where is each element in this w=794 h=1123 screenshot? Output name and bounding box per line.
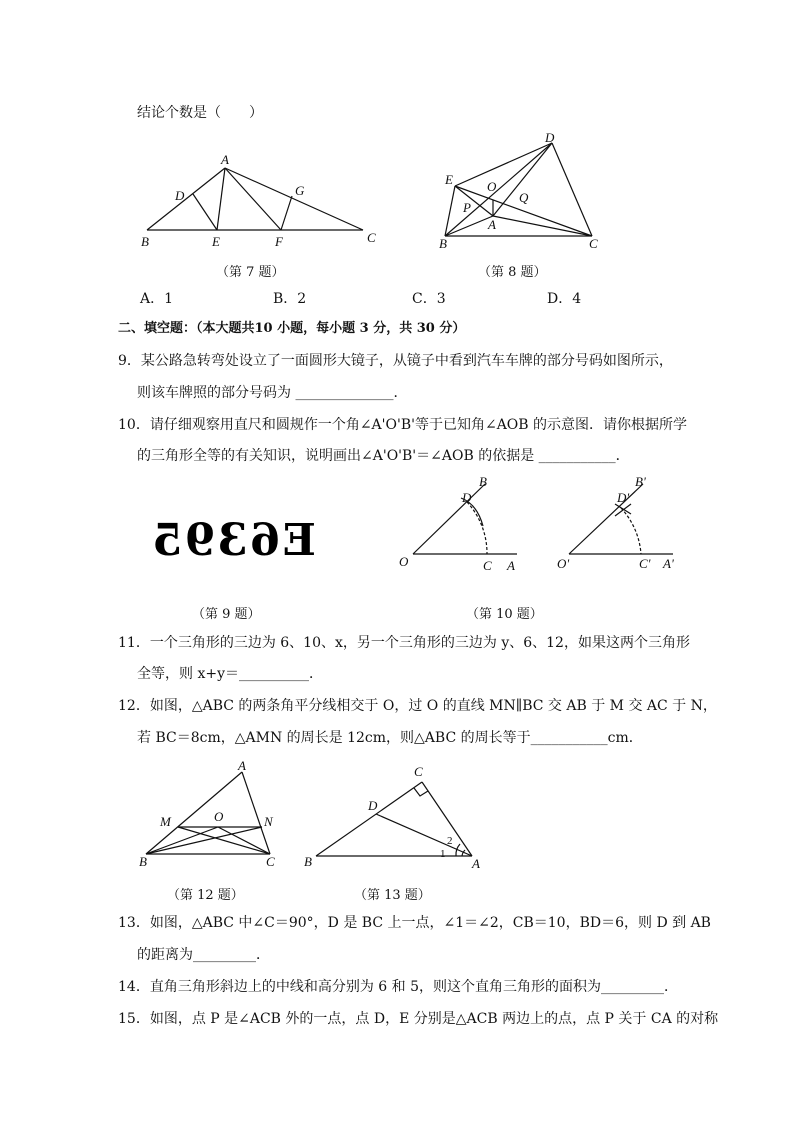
fig8-label-p: P: [463, 200, 471, 215]
figure-10-right: [555, 474, 685, 574]
fig12-label-n: N: [264, 814, 273, 829]
fig8-label-a: A: [488, 217, 496, 232]
q13-line-2: 的距离为_________．: [137, 947, 270, 963]
fig10a-label-o: O: [399, 554, 409, 569]
fig13-label-1: 1: [440, 848, 446, 860]
fig10b-label-o: O': [557, 556, 570, 571]
figure-13: [300, 760, 490, 872]
fig12-label-c: C: [266, 854, 275, 869]
q14-line: 14．直角三角形斜边上的中线和高分别为 6 和 5，则这个直角三角形的面积为_________．: [118, 979, 678, 995]
fig8-label-c: C: [589, 236, 598, 250]
fig7-label-g: G: [295, 183, 305, 198]
q11-line-1: 11．一个三角形的三边为 6、10、x，另一个三角形的三边为 y、6、12，如果这两个三角形: [118, 635, 690, 651]
q11-line-2: 全等，则 x+y＝__________．: [137, 666, 323, 682]
fig7-label-c: C: [367, 230, 376, 245]
figure-10-left: [395, 474, 530, 574]
figure-8: [435, 128, 615, 250]
mirrored-plate: E6395: [150, 515, 316, 566]
option-d: D．4: [547, 291, 582, 307]
caption-13: （第 13 题）: [354, 888, 431, 903]
fig10b-label-d: D': [617, 490, 630, 505]
fig13-label-a: A: [472, 856, 480, 871]
fig10b-label-a: A': [663, 556, 674, 571]
fig12-label-b: B: [139, 854, 147, 869]
q12-line-2: 若 BC＝8cm，△AMN 的周长是 12cm，则△ABC 的周长等于___________cm．: [137, 730, 643, 746]
fig10a-label-d: D: [462, 490, 472, 505]
conclusion-line: 结论个数是（ ）: [137, 105, 263, 121]
fig10a-label-b: B: [479, 474, 487, 489]
fig10a-label-a: A: [507, 558, 515, 573]
caption-7: （第 7 题）: [216, 265, 285, 280]
caption-9: （第 9 题）: [192, 607, 261, 622]
caption-10: （第 10 题）: [466, 607, 543, 622]
fig10a-label-c: C: [483, 558, 492, 573]
fig12-label-a: A: [238, 758, 246, 773]
caption-12: （第 12 题）: [167, 888, 244, 903]
fig10b-label-c: C': [639, 556, 651, 571]
fig13-label-d: D: [368, 798, 378, 813]
fig7-label-a: A: [221, 152, 229, 167]
fig12-label-o: O: [214, 809, 224, 824]
fig8-label-e: E: [445, 172, 453, 187]
q10-line-1: 10．请仔细观察用直尺和圆规作一个角∠A'O'B'等于已知角∠AOB 的示意图．请你根据所学: [118, 417, 688, 433]
section-heading: 二、填空题：（本大题共10 小题，每小题 3 分，共 30 分）: [118, 321, 466, 336]
fig8-label-d: D: [545, 130, 555, 145]
q15-line: 15．如图，点 P 是∠ACB 外的一点，点 D，E 分别是△ACB 两边上的点，点 P 关于 CA 的对称: [118, 1011, 719, 1027]
fig7-label-e: E: [212, 234, 220, 249]
q10-line-2: 的三角形全等的有关知识，说明画出∠A'O'B'＝∠AOB 的依据是 ___________．: [137, 448, 630, 464]
figure-7: [135, 150, 385, 250]
q9-line-2: 则该车牌照的部分号码为 ______________．: [137, 385, 408, 401]
q13-line-1: 13．如图，△ABC 中∠C＝90°，D 是 BC 上一点，∠1＝∠2，CB＝10，BD＝6，则 D 到 AB: [118, 915, 711, 931]
fig7-label-d: D: [175, 188, 185, 203]
fig13-label-2: 2: [447, 835, 453, 847]
fig8-label-b: B: [439, 236, 447, 250]
fig7-label-f: F: [275, 234, 283, 249]
fig13-label-c: C: [414, 764, 423, 779]
fig8-label-q: Q: [519, 190, 529, 205]
q12-line-1: 12．如图，△ABC 的两条角平分线相交于 O，过 O 的直线 MN∥BC 交 AB 于 M 交 AC 于 N，: [118, 698, 717, 714]
q9-line-1: 9．某公路急转弯处设立了一面圆形大镜子，从镜子中看到汽车车牌的部分号码如图所示，: [118, 353, 673, 369]
fig12-label-m: M: [160, 814, 171, 829]
option-a: A．1: [140, 291, 174, 307]
fig13-label-b: B: [304, 854, 312, 869]
option-c: C．3: [412, 291, 446, 307]
fig8-label-o: O: [487, 179, 497, 194]
fig10b-label-b: B': [635, 474, 646, 489]
caption-8: （第 8 题）: [478, 265, 547, 280]
fig7-label-b: B: [141, 234, 149, 249]
figure-12: [136, 758, 286, 870]
option-b: B．2: [273, 291, 307, 307]
